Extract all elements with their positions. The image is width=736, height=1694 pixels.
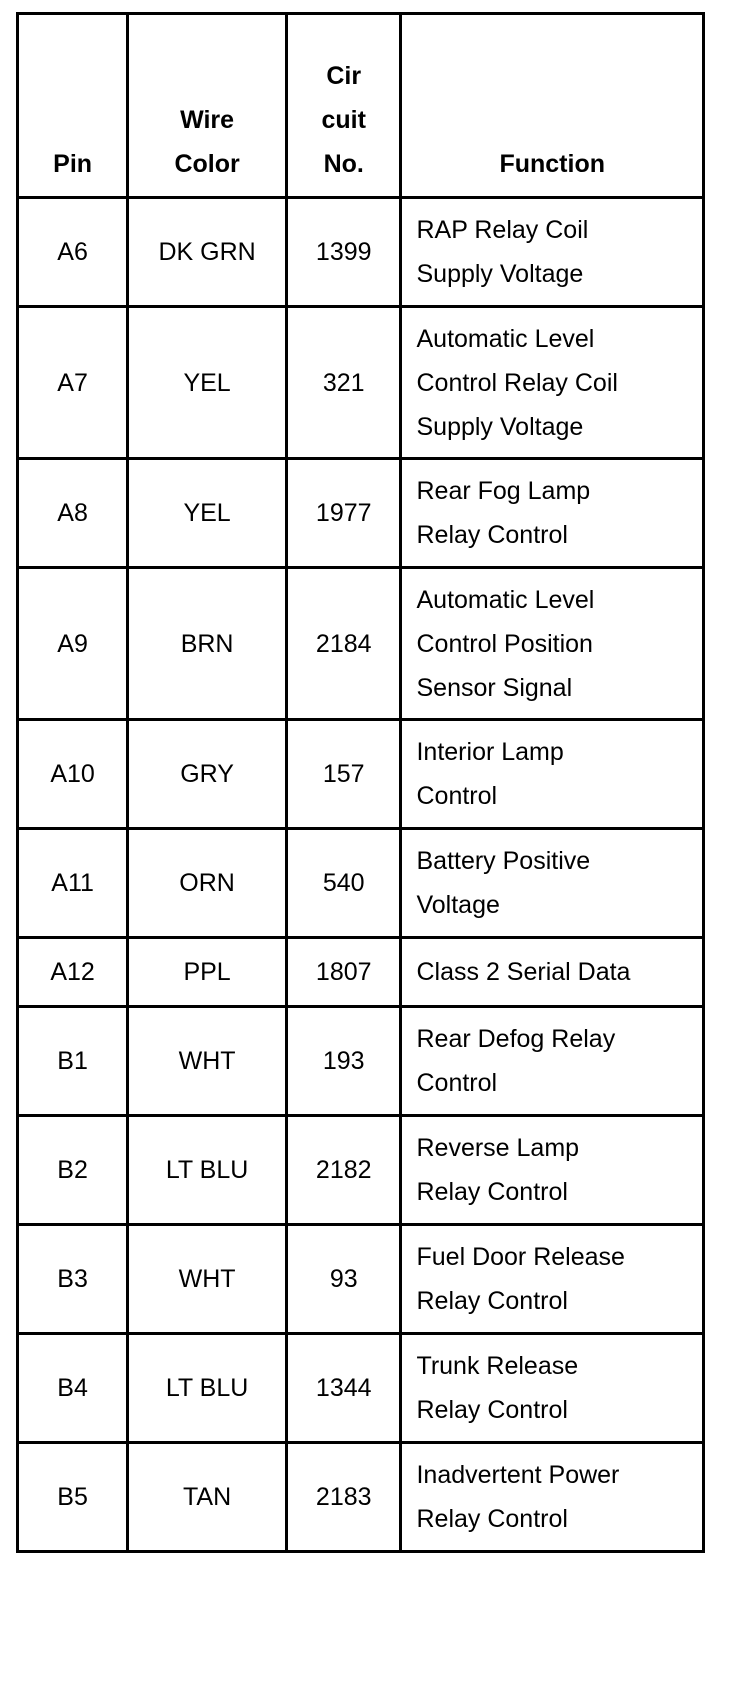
table-row bbox=[18, 307, 704, 459]
table-row bbox=[18, 1225, 704, 1334]
function-cell bbox=[401, 459, 704, 568]
function-line: Automatic Level bbox=[416, 324, 595, 353]
function-cell bbox=[401, 829, 704, 938]
function-line: Reverse Lamp bbox=[416, 1134, 580, 1162]
function-line: Inadvertent Power bbox=[416, 1461, 620, 1489]
table-header-row bbox=[18, 14, 704, 198]
circuit-cell: 1807 bbox=[286, 938, 401, 1007]
function-cell bbox=[401, 1334, 704, 1443]
function-line: Control bbox=[416, 1069, 498, 1097]
wire-color-cell: ORN bbox=[128, 829, 287, 938]
header-circuit-no-line: Cir bbox=[326, 62, 362, 90]
function-cell bbox=[401, 720, 704, 829]
header-circuit-no-line: cuit bbox=[321, 106, 366, 134]
table-row bbox=[18, 720, 704, 829]
function-line: Relay Control bbox=[416, 1396, 568, 1424]
function-line: Rear Defog Relay bbox=[416, 1025, 616, 1053]
table-row bbox=[18, 1334, 704, 1443]
function-line: Relay Control bbox=[416, 1505, 568, 1533]
pin-cell: B3 bbox=[18, 1225, 128, 1334]
table-row bbox=[18, 829, 704, 938]
pin-cell: A12 bbox=[18, 938, 128, 1007]
function-cell bbox=[401, 568, 704, 720]
table-row bbox=[18, 938, 704, 1007]
function-line: Control Position bbox=[416, 629, 593, 658]
function-line: Fuel Door Release bbox=[416, 1243, 625, 1271]
wire-color-cell: WHT bbox=[128, 1225, 287, 1334]
circuit-cell: 321 bbox=[286, 307, 401, 459]
wire-color-cell: BRN bbox=[128, 568, 287, 720]
wire-color-cell: LT BLU bbox=[128, 1116, 287, 1225]
wire-color-cell: YEL bbox=[128, 307, 287, 459]
wire-color-cell: TAN bbox=[128, 1443, 287, 1552]
circuit-cell: 1977 bbox=[286, 459, 401, 568]
pin-cell: A9 bbox=[18, 568, 128, 720]
table-row bbox=[18, 1116, 704, 1225]
header-wire-color-line: Wire bbox=[180, 106, 235, 134]
header-circuit-no bbox=[286, 14, 401, 198]
pin-cell: A10 bbox=[18, 720, 128, 829]
pin-cell: B1 bbox=[18, 1007, 128, 1116]
function-line: Control bbox=[416, 782, 498, 810]
table-row bbox=[18, 198, 704, 307]
function-cell bbox=[401, 198, 704, 307]
function-line: Relay Control bbox=[416, 1178, 568, 1206]
circuit-cell: 193 bbox=[286, 1007, 401, 1116]
table-row bbox=[18, 1443, 704, 1552]
pin-cell: A8 bbox=[18, 459, 128, 568]
function-cell bbox=[401, 1007, 704, 1116]
function-cell bbox=[401, 1116, 704, 1225]
wire-color-cell: LT BLU bbox=[128, 1334, 287, 1443]
pin-cell: A7 bbox=[18, 307, 128, 459]
wire-color-cell: WHT bbox=[128, 1007, 287, 1116]
header-wire-color bbox=[128, 14, 287, 198]
table-row bbox=[18, 459, 704, 568]
function-line: Voltage bbox=[416, 891, 500, 919]
function-cell bbox=[401, 307, 704, 459]
circuit-cell: 540 bbox=[286, 829, 401, 938]
table-row bbox=[18, 1007, 704, 1116]
pin-cell: A11 bbox=[18, 829, 128, 938]
header-circuit-no-line: No. bbox=[323, 150, 364, 178]
function-line: Interior Lamp bbox=[416, 738, 564, 766]
function-cell bbox=[401, 1225, 704, 1334]
function-cell bbox=[401, 938, 704, 1007]
header-function: Function bbox=[401, 14, 704, 198]
pin-cell: B4 bbox=[18, 1334, 128, 1443]
circuit-cell: 157 bbox=[286, 720, 401, 829]
function-line: Rear Fog Lamp bbox=[416, 477, 591, 505]
header-wire-color-line: Color bbox=[174, 150, 240, 178]
function-line: Relay Control bbox=[416, 1287, 568, 1315]
circuit-cell: 1399 bbox=[286, 198, 401, 307]
circuit-cell: 1344 bbox=[286, 1334, 401, 1443]
function-line: Battery Positive bbox=[416, 847, 591, 875]
function-line: Sensor Signal bbox=[416, 673, 573, 702]
connector-pin-table bbox=[16, 12, 705, 1553]
table-row bbox=[18, 568, 704, 720]
wire-color-cell: PPL bbox=[128, 938, 287, 1007]
function-line: Supply Voltage bbox=[416, 412, 584, 441]
circuit-cell: 2183 bbox=[286, 1443, 401, 1552]
function-line: Supply Voltage bbox=[416, 260, 584, 288]
circuit-cell: 93 bbox=[286, 1225, 401, 1334]
pin-cell: B5 bbox=[18, 1443, 128, 1552]
function-line: RAP Relay Coil bbox=[416, 216, 589, 244]
function-line: Control Relay Coil bbox=[416, 368, 618, 397]
wire-color-cell: DK GRN bbox=[128, 198, 287, 307]
function-line: Class 2 Serial Data bbox=[416, 958, 631, 986]
header-pin: Pin bbox=[18, 14, 128, 198]
pin-cell: B2 bbox=[18, 1116, 128, 1225]
function-line: Automatic Level bbox=[416, 585, 595, 614]
wire-color-cell: GRY bbox=[128, 720, 287, 829]
pin-cell: A6 bbox=[18, 198, 128, 307]
circuit-cell: 2184 bbox=[286, 568, 401, 720]
wire-color-cell: YEL bbox=[128, 459, 287, 568]
function-line: Relay Control bbox=[416, 521, 568, 549]
function-cell bbox=[401, 1443, 704, 1552]
circuit-cell: 2182 bbox=[286, 1116, 401, 1225]
function-line: Trunk Release bbox=[416, 1352, 579, 1380]
